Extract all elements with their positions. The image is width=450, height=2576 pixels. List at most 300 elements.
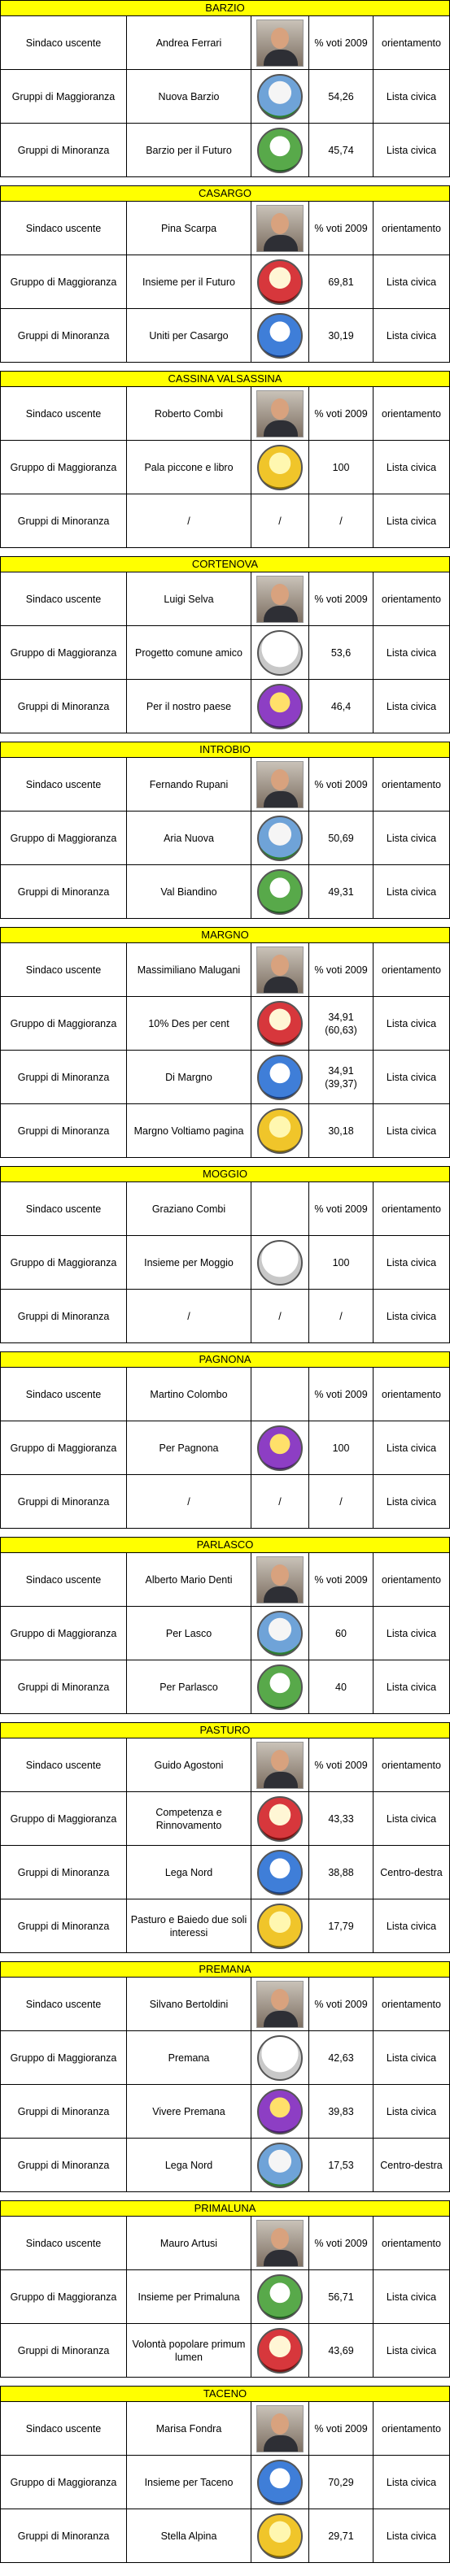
name-cell: Di Margno: [127, 1051, 251, 1103]
municipality-header: CASSINA VALSASSINA: [0, 371, 450, 387]
party-logo-icon: [257, 259, 303, 305]
photo-head: [271, 955, 289, 976]
mayor-photo: [256, 2220, 304, 2267]
party-logo-icon: [257, 2513, 303, 2559]
image-cell: [251, 812, 309, 864]
party-logo-icon: [257, 2143, 303, 2188]
role-cell: Sindaco uscente: [1, 572, 127, 625]
orientation-cell: Lista civica: [374, 1236, 450, 1289]
role-cell: Gruppo di Maggioranza: [1, 255, 127, 308]
role-cell: Sindaco uscente: [1, 943, 127, 996]
orientation-cell: Lista civica: [374, 2324, 450, 2377]
orientation-cell: orientamento: [374, 1738, 450, 1791]
image-cell: [251, 309, 309, 362]
image-cell: [251, 1607, 309, 1660]
vote-cell: 43,33: [309, 1792, 374, 1845]
orientation-cell: orientamento: [374, 16, 450, 69]
name-cell: Per Pagnona: [127, 1421, 251, 1474]
party-logo-icon: [257, 630, 303, 676]
table-row: [0, 2270, 450, 2324]
vote-cell: % voti 2009: [309, 572, 374, 625]
role-cell: Gruppi di Minoranza: [1, 2085, 127, 2138]
name-cell: Per il nostro paese: [127, 680, 251, 733]
name-cell: Luigi Selva: [127, 572, 251, 625]
orientation-cell: Lista civica: [374, 2456, 450, 2509]
role-cell: Sindaco uscente: [1, 1553, 127, 1606]
photo-head: [271, 769, 289, 790]
photo-head: [271, 1989, 289, 2010]
role-cell: Sindaco uscente: [1, 387, 127, 440]
table-row: [0, 387, 450, 441]
role-cell: Gruppi di Minoranza: [1, 309, 127, 362]
vote-cell: 30,18: [309, 1104, 374, 1157]
municipality-header: MOGGIO: [0, 1166, 450, 1182]
party-logo-icon: [257, 1611, 303, 1656]
municipality-section: [0, 2200, 450, 2378]
name-cell: Roberto Combi: [127, 387, 251, 440]
orientation-cell: Lista civica: [374, 812, 450, 864]
table-row: [0, 943, 450, 997]
table-row: [0, 997, 450, 1051]
photo-body: [264, 1586, 298, 1603]
role-cell: Gruppo di Maggioranza: [1, 2031, 127, 2084]
municipality-section: [0, 1537, 450, 1714]
role-cell: Gruppi di Minoranza: [1, 1104, 127, 1157]
vote-cell: % voti 2009: [309, 1368, 374, 1421]
role-cell: Sindaco uscente: [1, 758, 127, 811]
image-cell: [251, 1421, 309, 1474]
name-cell: Guido Agostoni: [127, 1738, 251, 1791]
image-cell: [251, 2217, 309, 2269]
photo-head: [271, 2228, 289, 2249]
party-logo-icon: [257, 1664, 303, 1710]
vote-cell: % voti 2009: [309, 2402, 374, 2455]
role-cell: Gruppi di Minoranza: [1, 680, 127, 733]
vote-cell: 46,4: [309, 680, 374, 733]
image-cell: [251, 124, 309, 176]
municipality-section: [0, 1166, 450, 1343]
orientation-cell: orientamento: [374, 1182, 450, 1235]
table-row: [0, 1792, 450, 1846]
vote-cell: % voti 2009: [309, 202, 374, 255]
image-cell: [251, 1051, 309, 1103]
orientation-cell: orientamento: [374, 758, 450, 811]
role-cell: Gruppo di Maggioranza: [1, 2270, 127, 2323]
image-cell: [251, 2139, 309, 2191]
vote-cell: 69,81: [309, 255, 374, 308]
municipality-section: [0, 742, 450, 919]
table-row: [0, 2085, 450, 2139]
orientation-cell: Lista civica: [374, 309, 450, 362]
name-cell: /: [127, 494, 251, 547]
vote-cell: 56,71: [309, 2270, 374, 2323]
orientation-cell: Lista civica: [374, 2270, 450, 2323]
table-row: [0, 572, 450, 626]
image-cell: [251, 1660, 309, 1713]
vote-cell: % voti 2009: [309, 1182, 374, 1235]
table-row: [0, 1553, 450, 1607]
table-row: [0, 1104, 450, 1158]
image-cell: [251, 1792, 309, 1845]
mayor-photo: [256, 761, 304, 808]
vote-cell: 100: [309, 441, 374, 494]
party-logo-icon: [257, 869, 303, 915]
vote-cell: 17,79: [309, 1899, 374, 1952]
vote-cell: 30,19: [309, 309, 374, 362]
orientation-cell: Lista civica: [374, 1607, 450, 1660]
party-logo-icon: [257, 2328, 303, 2374]
table-row: [0, 1978, 450, 2031]
name-cell: Silvano Bertoldini: [127, 1978, 251, 2030]
table-row: [0, 812, 450, 865]
orientation-cell: orientamento: [374, 943, 450, 996]
image-cell: [251, 1978, 309, 2030]
vote-cell: 29,71: [309, 2509, 374, 2562]
orientation-cell: Lista civica: [374, 441, 450, 494]
image-cell: [251, 387, 309, 440]
mayor-photo: [256, 946, 304, 994]
name-cell: Insieme per Moggio: [127, 1236, 251, 1289]
image-cell: [251, 1368, 309, 1421]
image-cell: [251, 1182, 309, 1235]
role-cell: Sindaco uscente: [1, 2217, 127, 2269]
image-cell: [251, 1553, 309, 1606]
municipality-header: PREMANA: [0, 1961, 450, 1978]
vote-cell: 34,91 (39,37): [309, 1051, 374, 1103]
role-cell: Gruppo di Maggioranza: [1, 1236, 127, 1289]
photo-body: [264, 50, 298, 67]
mayor-photo: [256, 576, 304, 623]
party-logo-icon: [257, 1796, 303, 1842]
role-cell: Gruppo di Maggioranza: [1, 1421, 127, 1474]
photo-body: [264, 977, 298, 994]
image-cell: /: [251, 494, 309, 547]
photo-head: [271, 584, 289, 605]
orientation-cell: Lista civica: [374, 997, 450, 1050]
vote-cell: % voti 2009: [309, 1978, 374, 2030]
table-row: [0, 441, 450, 494]
municipality-header: PARLASCO: [0, 1537, 450, 1553]
table-row: [0, 865, 450, 919]
table-row: [0, 1051, 450, 1104]
image-cell: [251, 2456, 309, 2509]
name-cell: Fernando Rupani: [127, 758, 251, 811]
table-row: [0, 494, 450, 548]
vote-cell: 49,31: [309, 865, 374, 918]
name-cell: 10% Des per cent: [127, 997, 251, 1050]
role-cell: Gruppi di Minoranza: [1, 1475, 127, 1528]
role-cell: Gruppo di Maggioranza: [1, 997, 127, 1050]
orientation-cell: Lista civica: [374, 626, 450, 679]
table-row: [0, 1182, 450, 1236]
municipality-header: PRIMALUNA: [0, 2200, 450, 2217]
orientation-cell: orientamento: [374, 387, 450, 440]
table-row: [0, 16, 450, 70]
name-cell: Marisa Fondra: [127, 2402, 251, 2455]
table-row: [0, 202, 450, 255]
table-row: [0, 255, 450, 309]
municipality-header: CASARGO: [0, 185, 450, 202]
table-row: [0, 2217, 450, 2270]
image-cell: [251, 680, 309, 733]
image-cell: [251, 2509, 309, 2562]
table-row: [0, 2031, 450, 2085]
role-cell: Gruppi di Minoranza: [1, 124, 127, 176]
vote-cell: % voti 2009: [309, 758, 374, 811]
table-row: [0, 1846, 450, 1899]
table-row: [0, 2324, 450, 2378]
image-cell: [251, 255, 309, 308]
photo-body: [264, 791, 298, 808]
vote-cell: /: [309, 494, 374, 547]
party-logo-icon: [257, 313, 303, 359]
name-cell: Mauro Artusi: [127, 2217, 251, 2269]
role-cell: Sindaco uscente: [1, 1978, 127, 2030]
party-logo-icon: [257, 1850, 303, 1895]
vote-cell: % voti 2009: [309, 1553, 374, 1606]
orientation-cell: orientamento: [374, 202, 450, 255]
photo-body: [264, 2250, 298, 2267]
municipality-header: INTROBIO: [0, 742, 450, 758]
image-cell: [251, 441, 309, 494]
orientation-cell: Lista civica: [374, 1421, 450, 1474]
role-cell: Gruppi di Maggioranza: [1, 70, 127, 123]
party-logo-icon: [257, 2460, 303, 2505]
name-cell: Stella Alpina: [127, 2509, 251, 2562]
name-cell: Insieme per Primaluna: [127, 2270, 251, 2323]
vote-cell: 53,6: [309, 626, 374, 679]
image-cell: [251, 2270, 309, 2323]
orientation-cell: Lista civica: [374, 2085, 450, 2138]
photo-head: [271, 1750, 289, 1771]
image-cell: [251, 865, 309, 918]
mayor-photo: [256, 1556, 304, 1603]
name-cell: Insieme per Taceno: [127, 2456, 251, 2509]
party-logo-icon: [257, 2274, 303, 2320]
photo-head: [271, 2413, 289, 2435]
table-row: [0, 1899, 450, 1953]
role-cell: Gruppo di Maggioranza: [1, 2456, 127, 2509]
orientation-cell: Lista civica: [374, 124, 450, 176]
vote-cell: % voti 2009: [309, 387, 374, 440]
table-row: [0, 2139, 450, 2192]
image-cell: [251, 1236, 309, 1289]
vote-cell: 100: [309, 1421, 374, 1474]
party-logo-icon: [257, 1108, 303, 1154]
table-row: [0, 70, 450, 124]
table-row: [0, 2456, 450, 2509]
party-logo-icon: [257, 74, 303, 120]
municipality-section: [0, 927, 450, 1158]
table-row: [0, 626, 450, 680]
table-row: [0, 2402, 450, 2456]
name-cell: Massimiliano Malugani: [127, 943, 251, 996]
image-cell: [251, 16, 309, 69]
role-cell: Sindaco uscente: [1, 202, 127, 255]
table-row: [0, 1475, 450, 1529]
mayor-photo: [256, 1981, 304, 2028]
vote-cell: 54,26: [309, 70, 374, 123]
name-cell: Competenza e Rinnovamento: [127, 1792, 251, 1845]
vote-cell: % voti 2009: [309, 943, 374, 996]
party-logo-icon: [257, 1425, 303, 1471]
name-cell: Vivere Premana: [127, 2085, 251, 2138]
role-cell: Gruppi di Minoranza: [1, 1660, 127, 1713]
orientation-cell: Lista civica: [374, 1051, 450, 1103]
municipality-section: [0, 0, 450, 177]
photo-body: [264, 2435, 298, 2452]
name-cell: Insieme per il Futuro: [127, 255, 251, 308]
name-cell: Per Lasco: [127, 1607, 251, 1660]
party-logo-icon: [257, 684, 303, 729]
name-cell: Val Biandino: [127, 865, 251, 918]
mayor-photo: [256, 1742, 304, 1789]
photo-body: [264, 2011, 298, 2028]
name-cell: Aria Nuova: [127, 812, 251, 864]
party-logo-icon: [257, 128, 303, 173]
photo-head: [271, 213, 289, 234]
municipality-section: [0, 1722, 450, 1953]
role-cell: Sindaco uscente: [1, 16, 127, 69]
name-cell: Martino Colombo: [127, 1368, 251, 1421]
role-cell: Sindaco uscente: [1, 1738, 127, 1791]
orientation-cell: orientamento: [374, 1368, 450, 1421]
orientation-cell: orientamento: [374, 572, 450, 625]
image-cell: [251, 997, 309, 1050]
name-cell: Premana: [127, 2031, 251, 2084]
vote-cell: 38,88: [309, 1846, 374, 1899]
vote-cell: 70,29: [309, 2456, 374, 2509]
party-logo-icon: [257, 2035, 303, 2081]
mayor-photo: [256, 20, 304, 67]
name-cell: Lega Nord: [127, 1846, 251, 1899]
role-cell: Gruppi di Minoranza: [1, 2324, 127, 2377]
role-cell: Gruppi di Minoranza: [1, 1846, 127, 1899]
name-cell: Barzio per il Futuro: [127, 124, 251, 176]
mayor-photo: [256, 390, 304, 437]
orientation-cell: Lista civica: [374, 2509, 450, 2562]
orientation-cell: Centro-destra: [374, 1846, 450, 1899]
orientation-cell: Lista civica: [374, 70, 450, 123]
photo-body: [264, 235, 298, 252]
orientation-cell: Lista civica: [374, 1104, 450, 1157]
name-cell: Volontà popolare primum lumen: [127, 2324, 251, 2377]
table-row: [0, 1290, 450, 1343]
photo-head: [271, 28, 289, 49]
role-cell: Gruppi di Minoranza: [1, 1290, 127, 1342]
role-cell: Sindaco uscente: [1, 2402, 127, 2455]
role-cell: Gruppi di Minoranza: [1, 1051, 127, 1103]
municipality-section: [0, 371, 450, 548]
municipality-header: CORTENOVA: [0, 556, 450, 572]
party-logo-icon: [257, 1055, 303, 1100]
vote-cell: % voti 2009: [309, 16, 374, 69]
mayor-photo: [256, 205, 304, 252]
municipality-section: [0, 1961, 450, 2192]
vote-cell: 42,63: [309, 2031, 374, 2084]
table-row: [0, 1607, 450, 1660]
image-cell: [251, 70, 309, 123]
name-cell: Pasturo e Baiedo due soli interessi: [127, 1899, 251, 1952]
municipality-header: TACENO: [0, 2386, 450, 2402]
photo-body: [264, 606, 298, 623]
name-cell: Lega Nord: [127, 2139, 251, 2191]
vote-cell: 45,74: [309, 124, 374, 176]
table-row: [0, 309, 450, 363]
orientation-cell: orientamento: [374, 1553, 450, 1606]
vote-cell: % voti 2009: [309, 2217, 374, 2269]
image-cell: [251, 2402, 309, 2455]
table-row: [0, 680, 450, 733]
table-row: [0, 1738, 450, 1792]
table-row: [0, 758, 450, 812]
municipality-header: MARGNO: [0, 927, 450, 943]
photo-head: [271, 1564, 289, 1586]
orientation-cell: Lista civica: [374, 1792, 450, 1845]
name-cell: Pina Scarpa: [127, 202, 251, 255]
vote-cell: 17,53: [309, 2139, 374, 2191]
name-cell: Uniti per Casargo: [127, 309, 251, 362]
image-cell: [251, 1738, 309, 1791]
name-cell: Pala piccone e libro: [127, 441, 251, 494]
vote-cell: 40: [309, 1660, 374, 1713]
image-cell: [251, 572, 309, 625]
name-cell: Per Parlasco: [127, 1660, 251, 1713]
party-logo-icon: [257, 1001, 303, 1046]
orientation-cell: Lista civica: [374, 1475, 450, 1528]
municipality-section: [0, 1351, 450, 1529]
orientation-cell: Lista civica: [374, 865, 450, 918]
image-cell: [251, 202, 309, 255]
image-cell: [251, 1104, 309, 1157]
party-logo-icon: [257, 445, 303, 490]
role-cell: Gruppi di Minoranza: [1, 2509, 127, 2562]
image-cell: [251, 2031, 309, 2084]
photo-body: [264, 420, 298, 437]
vote-cell: 50,69: [309, 812, 374, 864]
vote-cell: 100: [309, 1236, 374, 1289]
photo-body: [264, 1772, 298, 1789]
role-cell: Gruppo di Maggioranza: [1, 441, 127, 494]
orientation-cell: Centro-destra: [374, 2139, 450, 2191]
orientation-cell: Lista civica: [374, 1899, 450, 1952]
party-logo-icon: [257, 1240, 303, 1286]
image-cell: [251, 1899, 309, 1952]
name-cell: /: [127, 1290, 251, 1342]
name-cell: /: [127, 1475, 251, 1528]
role-cell: Gruppo di Maggioranza: [1, 1792, 127, 1845]
orientation-cell: orientamento: [374, 1978, 450, 2030]
vote-cell: 34,91 (60,63): [309, 997, 374, 1050]
vote-cell: 39,83: [309, 2085, 374, 2138]
table-row: [0, 1660, 450, 1714]
role-cell: Gruppo di Maggioranza: [1, 812, 127, 864]
table-row: [0, 1236, 450, 1290]
role-cell: Gruppi di Minoranza: [1, 865, 127, 918]
image-cell: [251, 2085, 309, 2138]
table-row: [0, 1421, 450, 1475]
orientation-cell: Lista civica: [374, 255, 450, 308]
image-cell: /: [251, 1475, 309, 1528]
role-cell: Gruppo di Maggioranza: [1, 1607, 127, 1660]
vote-cell: /: [309, 1475, 374, 1528]
image-cell: [251, 943, 309, 996]
party-logo-icon: [257, 2089, 303, 2134]
name-cell: Graziano Combi: [127, 1182, 251, 1235]
image-cell: [251, 1846, 309, 1899]
municipality-section: [0, 2386, 450, 2563]
name-cell: Alberto Mario Denti: [127, 1553, 251, 1606]
